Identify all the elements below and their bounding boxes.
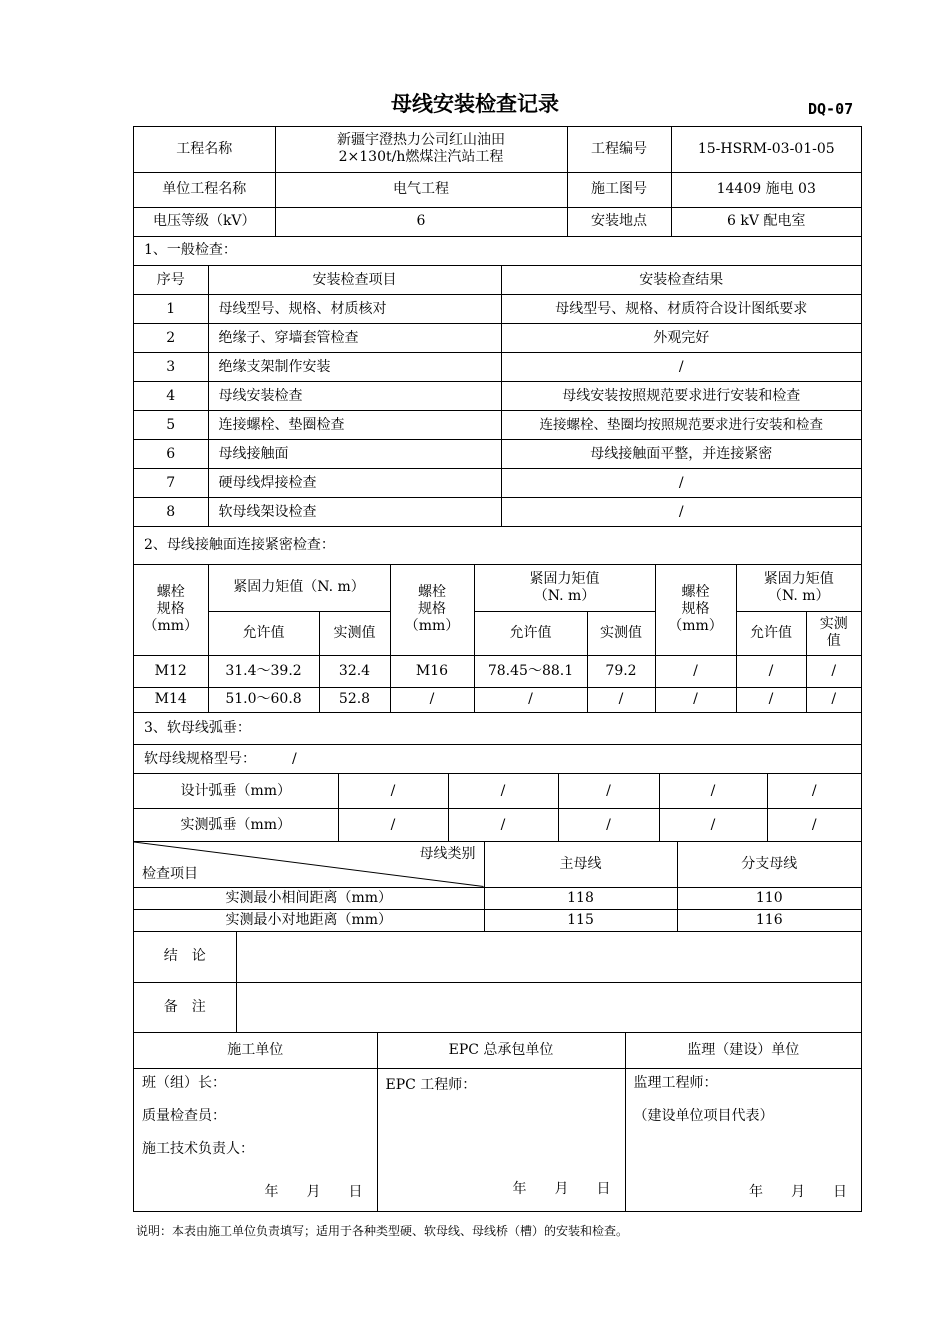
table-row: 8 软母线架设检查 / (134, 498, 861, 527)
col-item-header: 安装检查项目 (208, 266, 501, 295)
location-value: 6 kV 配电室 (671, 207, 861, 236)
supervision-unit-signature: 监理工程师： （建设单位项目代表） 年 月 日 (625, 1068, 861, 1211)
allowed-header: 允许值 (208, 611, 319, 655)
col-no-header: 序号 (134, 266, 208, 295)
header-table (134, 127, 861, 237)
allowed-header: 允许值 (736, 611, 806, 655)
table-row: 5 连接螺栓、垫圈检查 连接螺栓、垫圈均按照规范要求进行安装和检查 (134, 411, 861, 440)
table-row: 6 母线接触面 母线接触面平整，并连接紧密 (134, 440, 861, 469)
allowed-header: 允许值 (474, 611, 587, 655)
project-name-label: 工程名称 (134, 127, 275, 172)
bolt-spec-header: 螺栓 规格 （mm） (134, 564, 208, 655)
section-general-title: 1、一般检查： (134, 237, 861, 266)
sag-spec-row: 软母线规格型号： / (134, 745, 861, 774)
table-row: 设计弧垂（mm） / / / / / (134, 774, 861, 809)
project-no-label: 工程编号 (567, 127, 671, 172)
main-bus-header: 主母线 (484, 842, 677, 887)
voltage-value: 6 (275, 207, 567, 236)
drawing-value: 14409 施电 03 (671, 172, 861, 207)
unit-value: 电气工程 (275, 172, 567, 207)
distance-table (134, 842, 861, 932)
conclusion-label: 结 论 (134, 932, 236, 983)
conclusion-table (134, 932, 861, 1034)
record-form (133, 126, 862, 1212)
corner-header: 母线类别 检查项目 (134, 842, 484, 887)
voltage-label: 电压等级（kV） (134, 207, 275, 236)
table-row: 4 母线安装检查 母线安装按照规范要求进行安装和检查 (134, 382, 861, 411)
table-row: M12 31.4～39.2 32.4 M16 78.45～88.1 79.2 / / / (134, 655, 861, 687)
epc-unit-header: EPC 总承包单位 (377, 1033, 625, 1068)
remarks-field[interactable] (236, 983, 861, 1033)
table-row: 实测最小相间距离（mm） 118 110 (134, 887, 861, 909)
general-inspection-table (134, 237, 861, 528)
signature-table (134, 1033, 861, 1211)
bolt-spec-header: 螺栓 规格 （mm） (390, 564, 474, 655)
torque-header-1: 紧固力矩值（N. m） (208, 564, 390, 611)
unit-label: 单位工程名称 (134, 172, 275, 207)
form-code: DQ-07 (808, 100, 854, 118)
supervision-unit-header: 监理（建设）单位 (625, 1033, 861, 1068)
bolt-spec-header: 螺栓 规格 （mm） (655, 564, 736, 655)
location-label: 安装地点 (567, 207, 671, 236)
epc-unit-signature: EPC 工程师： 年 月 日 (377, 1068, 625, 1211)
section-sag-title: 3、软母线弧垂： (134, 713, 861, 745)
torque-header-3: 紧固力矩值 （N. m） (736, 564, 861, 611)
table-row: 3 绝缘支架制作安装 / (134, 353, 861, 382)
branch-bus-header: 分支母线 (677, 842, 861, 887)
construction-unit-header: 施工单位 (134, 1033, 377, 1068)
table-row: 7 硬母线焊接检查 / (134, 469, 861, 498)
torque-header-2: 紧固力矩值 （N. m） (474, 564, 655, 611)
table-row: 2 绝缘子、穿墙套管检查 外观完好 (134, 324, 861, 353)
sag-table (134, 713, 861, 843)
measured-header: 实测值 (587, 611, 655, 655)
page-title: 母线安装检查记录 (391, 92, 559, 116)
measured-header: 实测值 (319, 611, 390, 655)
drawing-label: 施工图号 (567, 172, 671, 207)
measured-header: 实测 值 (806, 611, 861, 655)
project-no-value: 15-HSRM-03-01-05 (671, 127, 861, 172)
construction-unit-signature: 班（组）长： 质量检查员： 施工技术负责人： 年 月 日 (134, 1068, 377, 1211)
remarks-label: 备 注 (134, 983, 236, 1033)
col-result-header: 安装检查结果 (501, 266, 861, 295)
section-torque-title: 2、母线接触面连接紧密检查： (134, 527, 861, 564)
table-row: 实测弧垂（mm） / / / / / (134, 809, 861, 842)
table-row: M14 51.0～60.8 52.8 / / / / / / (134, 687, 861, 712)
table-row: 实测最小对地距离（mm） 115 116 (134, 909, 861, 931)
conclusion-field[interactable] (236, 932, 861, 983)
torque-table (134, 527, 861, 713)
table-row: 1 母线型号、规格、材质核对 母线型号、规格、材质符合设计图纸要求 (134, 295, 861, 324)
footnote: 说明：本表由施工单位负责填写；适用于各种类型硬、软母线、母线桥（槽）的安装和检查。 (136, 1224, 629, 1238)
project-name-value: 新疆宇澄热力公司红山油田 2×130t/h燃煤注汽站工程 (275, 127, 567, 172)
